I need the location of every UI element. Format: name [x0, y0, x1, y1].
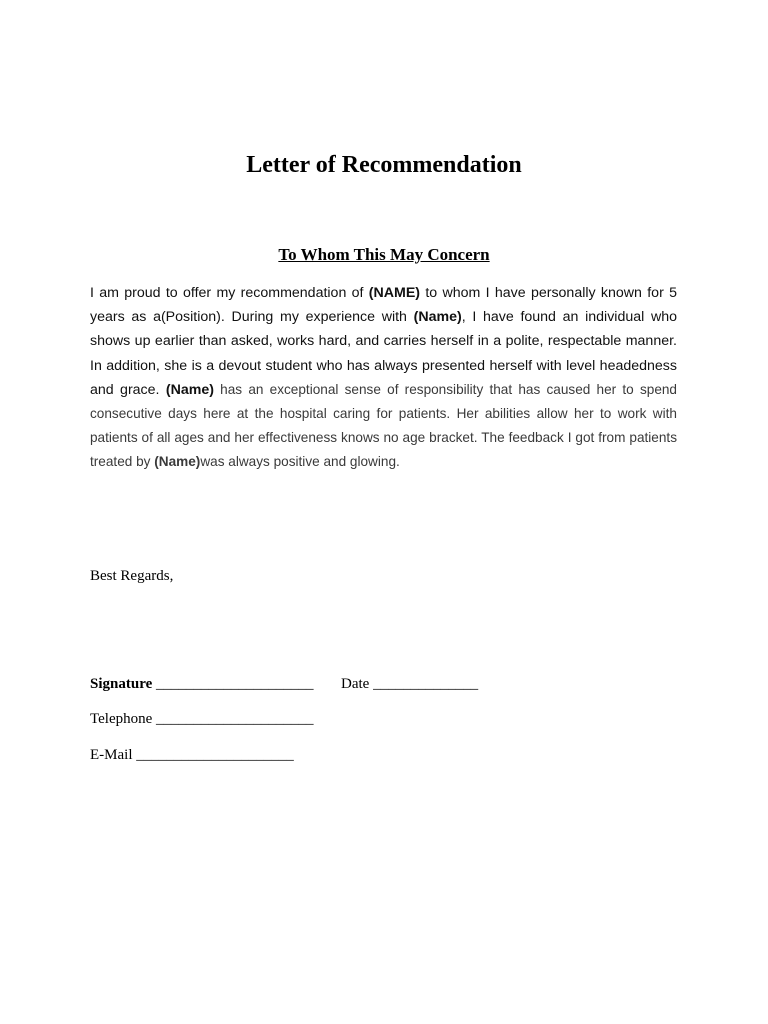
signature-label: Signature	[90, 676, 153, 692]
body-text-4: has an exceptional sense of responsibility that has caused her to spend consecutive days here at the hospital caring for patients. Her abilities allow her to work with patients of all ages and her effectiveness knows no age bracket. The feedback I got from patients treated by	[90, 381, 677, 470]
date-line: ______________	[373, 676, 479, 692]
body-paragraph	[90, 281, 677, 475]
name-placeholder-1: (NAME)	[368, 285, 421, 301]
name-placeholder-3: (Name)	[165, 381, 214, 398]
telephone-label: Telephone	[90, 711, 153, 727]
body-text-3: , I have found an individual who shows up earlier than asked, works hard, and carries herself in a polite, respectable manner. In addition, she is a devout student who has always presented herself with level headedness and grace.	[90, 309, 677, 398]
name-placeholder-4: (Name)	[154, 454, 201, 470]
telephone-field	[90, 711, 314, 728]
telephone-line: _____________________	[156, 711, 314, 727]
body-text-2: to whom I have personally known for 5 years as a(Position). During my experience with	[90, 285, 677, 326]
email-label: E-Mail	[90, 747, 133, 763]
signature-field	[90, 676, 313, 693]
closing-text: Best Regards,	[90, 568, 174, 584]
name-placeholder-2: (Name)	[413, 309, 462, 326]
email-line: _____________________	[136, 747, 294, 763]
email-field	[90, 747, 294, 764]
body-text-1: I am proud to offer my recommendation of	[90, 285, 369, 301]
document-title: Letter of Recommendation	[246, 152, 522, 178]
body-text-5: was always positive and glowing.	[200, 454, 400, 470]
date-field	[341, 676, 478, 693]
salutation: To Whom This May Concern	[278, 245, 490, 264]
date-label: Date	[341, 676, 370, 692]
signature-line: _____________________	[155, 676, 314, 692]
